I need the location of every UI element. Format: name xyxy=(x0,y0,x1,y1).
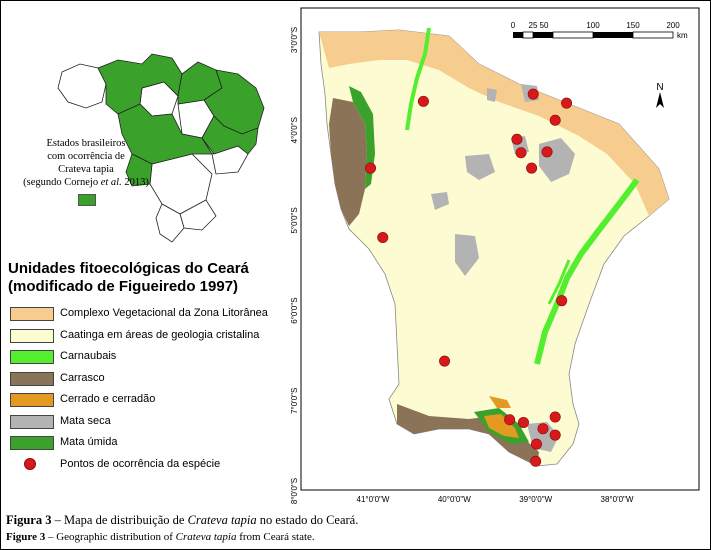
legend-label: Caatinga em áreas de geologia cristalina xyxy=(60,328,260,341)
latitude-label: 6°0'0"S xyxy=(290,297,299,324)
occurrence-point xyxy=(531,439,541,449)
legend-title-line: Unidades fitoecológicas do Ceará xyxy=(8,260,249,277)
occurrence-point xyxy=(504,415,514,425)
occurrence-point xyxy=(518,417,528,427)
inset-caption-text: 2013) xyxy=(121,177,149,188)
longitude-label: 39°0'0"W xyxy=(519,495,553,504)
occurrence-point xyxy=(556,295,566,305)
legend-swatch xyxy=(10,350,54,364)
occurrence-point xyxy=(418,96,428,106)
scale-bar xyxy=(513,32,673,38)
legend-item xyxy=(10,434,290,452)
legend-item xyxy=(10,305,290,323)
latitude-label: 7°0'0"S xyxy=(290,387,299,414)
caption-text: from Ceará state. xyxy=(236,531,315,543)
legend-title xyxy=(8,260,288,296)
scale-tick-label: 100 xyxy=(586,21,600,30)
inset-legend-swatch xyxy=(78,194,96,206)
legend-item xyxy=(10,327,290,345)
scale-tick-label: 0 xyxy=(510,21,516,30)
occurrence-point xyxy=(561,98,571,108)
latitude-label: 4°0'0"S xyxy=(290,117,299,144)
legend-item xyxy=(10,348,290,366)
legend-label: Complexo Vegetacional da Zona Litorânea xyxy=(60,307,268,319)
legend-swatch xyxy=(10,307,54,321)
longitude-label: 40°0'0"W xyxy=(437,495,471,504)
latitude-label: 8°0'0"S xyxy=(290,477,299,505)
scale-tick-label: 25 xyxy=(528,21,538,30)
legend-label: Pontos de ocorrência da espécie xyxy=(60,457,221,470)
legend-title-line: (modificado de Figueiredo 1997) xyxy=(8,278,239,295)
figure-caption-pt xyxy=(6,513,358,528)
latitude-label: 3°0'0"S xyxy=(290,26,299,54)
inset-caption-line: com ocorrência de xyxy=(47,151,125,162)
occurrence-point xyxy=(550,115,560,125)
caption-label: Figure 3 xyxy=(6,531,46,543)
legend-item xyxy=(10,456,290,474)
scale-tick-label: 50 xyxy=(539,21,549,30)
occurrence-point-icon xyxy=(24,458,36,470)
caption-text: – Geographic distribution of xyxy=(45,531,176,543)
legend-swatch xyxy=(10,329,54,343)
caption-species: Crateva tapia xyxy=(175,531,237,543)
occurrence-point xyxy=(550,430,560,440)
legend-swatch xyxy=(10,372,54,386)
caption-species: Crateva tapia xyxy=(187,513,257,527)
legend-label: Cerrado e cerradão xyxy=(60,393,156,405)
occurrence-point xyxy=(365,163,375,173)
occurrence-point xyxy=(530,456,540,466)
latitude-label: 5°0'0"S xyxy=(290,207,299,234)
inset-caption-line xyxy=(6,176,166,189)
legend-item xyxy=(10,413,290,431)
caption-label: Figura 3 xyxy=(6,513,52,527)
inset-state-outline xyxy=(58,64,106,108)
legend-swatch xyxy=(10,436,54,450)
occurrence-point xyxy=(542,147,552,157)
brazil-inset-map xyxy=(2,4,287,254)
legend-label: Carnaubais xyxy=(60,350,117,362)
inset-caption-line: Estados brasileiros xyxy=(46,138,126,149)
inset-caption-line: Crateva tapia xyxy=(58,164,114,175)
inset-caption xyxy=(6,137,166,189)
legend-item xyxy=(10,391,290,409)
inset-caption-text: (segundo Cornejo xyxy=(23,177,101,188)
legend-swatch xyxy=(10,415,54,429)
scale-tick-label: 150 xyxy=(626,21,640,30)
figure-caption-en xyxy=(6,531,315,543)
occurrence-point xyxy=(512,134,522,144)
occurrence-point xyxy=(538,424,548,434)
occurrence-point xyxy=(439,356,449,366)
occurrence-point xyxy=(528,89,538,99)
scale-unit-label: km xyxy=(677,31,688,40)
caption-text: no estado do Ceará. xyxy=(256,513,359,527)
north-label: N xyxy=(656,82,664,93)
legend-label: Carrasco xyxy=(60,371,105,384)
scale-tick-label: 200 xyxy=(666,21,680,30)
occurrence-point xyxy=(526,163,536,173)
ceara-map xyxy=(289,4,707,508)
longitude-label: 38°0'0"W xyxy=(600,495,634,504)
occurrence-point xyxy=(516,148,526,158)
occurrence-point xyxy=(378,232,388,242)
inset-caption-etal: et al. xyxy=(100,177,122,188)
legend-swatch xyxy=(10,393,54,407)
legend-item xyxy=(10,370,290,388)
caption-text: – Mapa de distribuição de xyxy=(51,513,188,527)
occurrence-point xyxy=(550,412,560,422)
legend-label: Mata úmida xyxy=(60,436,118,448)
longitude-label: 41°0'0"W xyxy=(356,495,390,504)
legend-label: Mata seca xyxy=(60,414,111,427)
